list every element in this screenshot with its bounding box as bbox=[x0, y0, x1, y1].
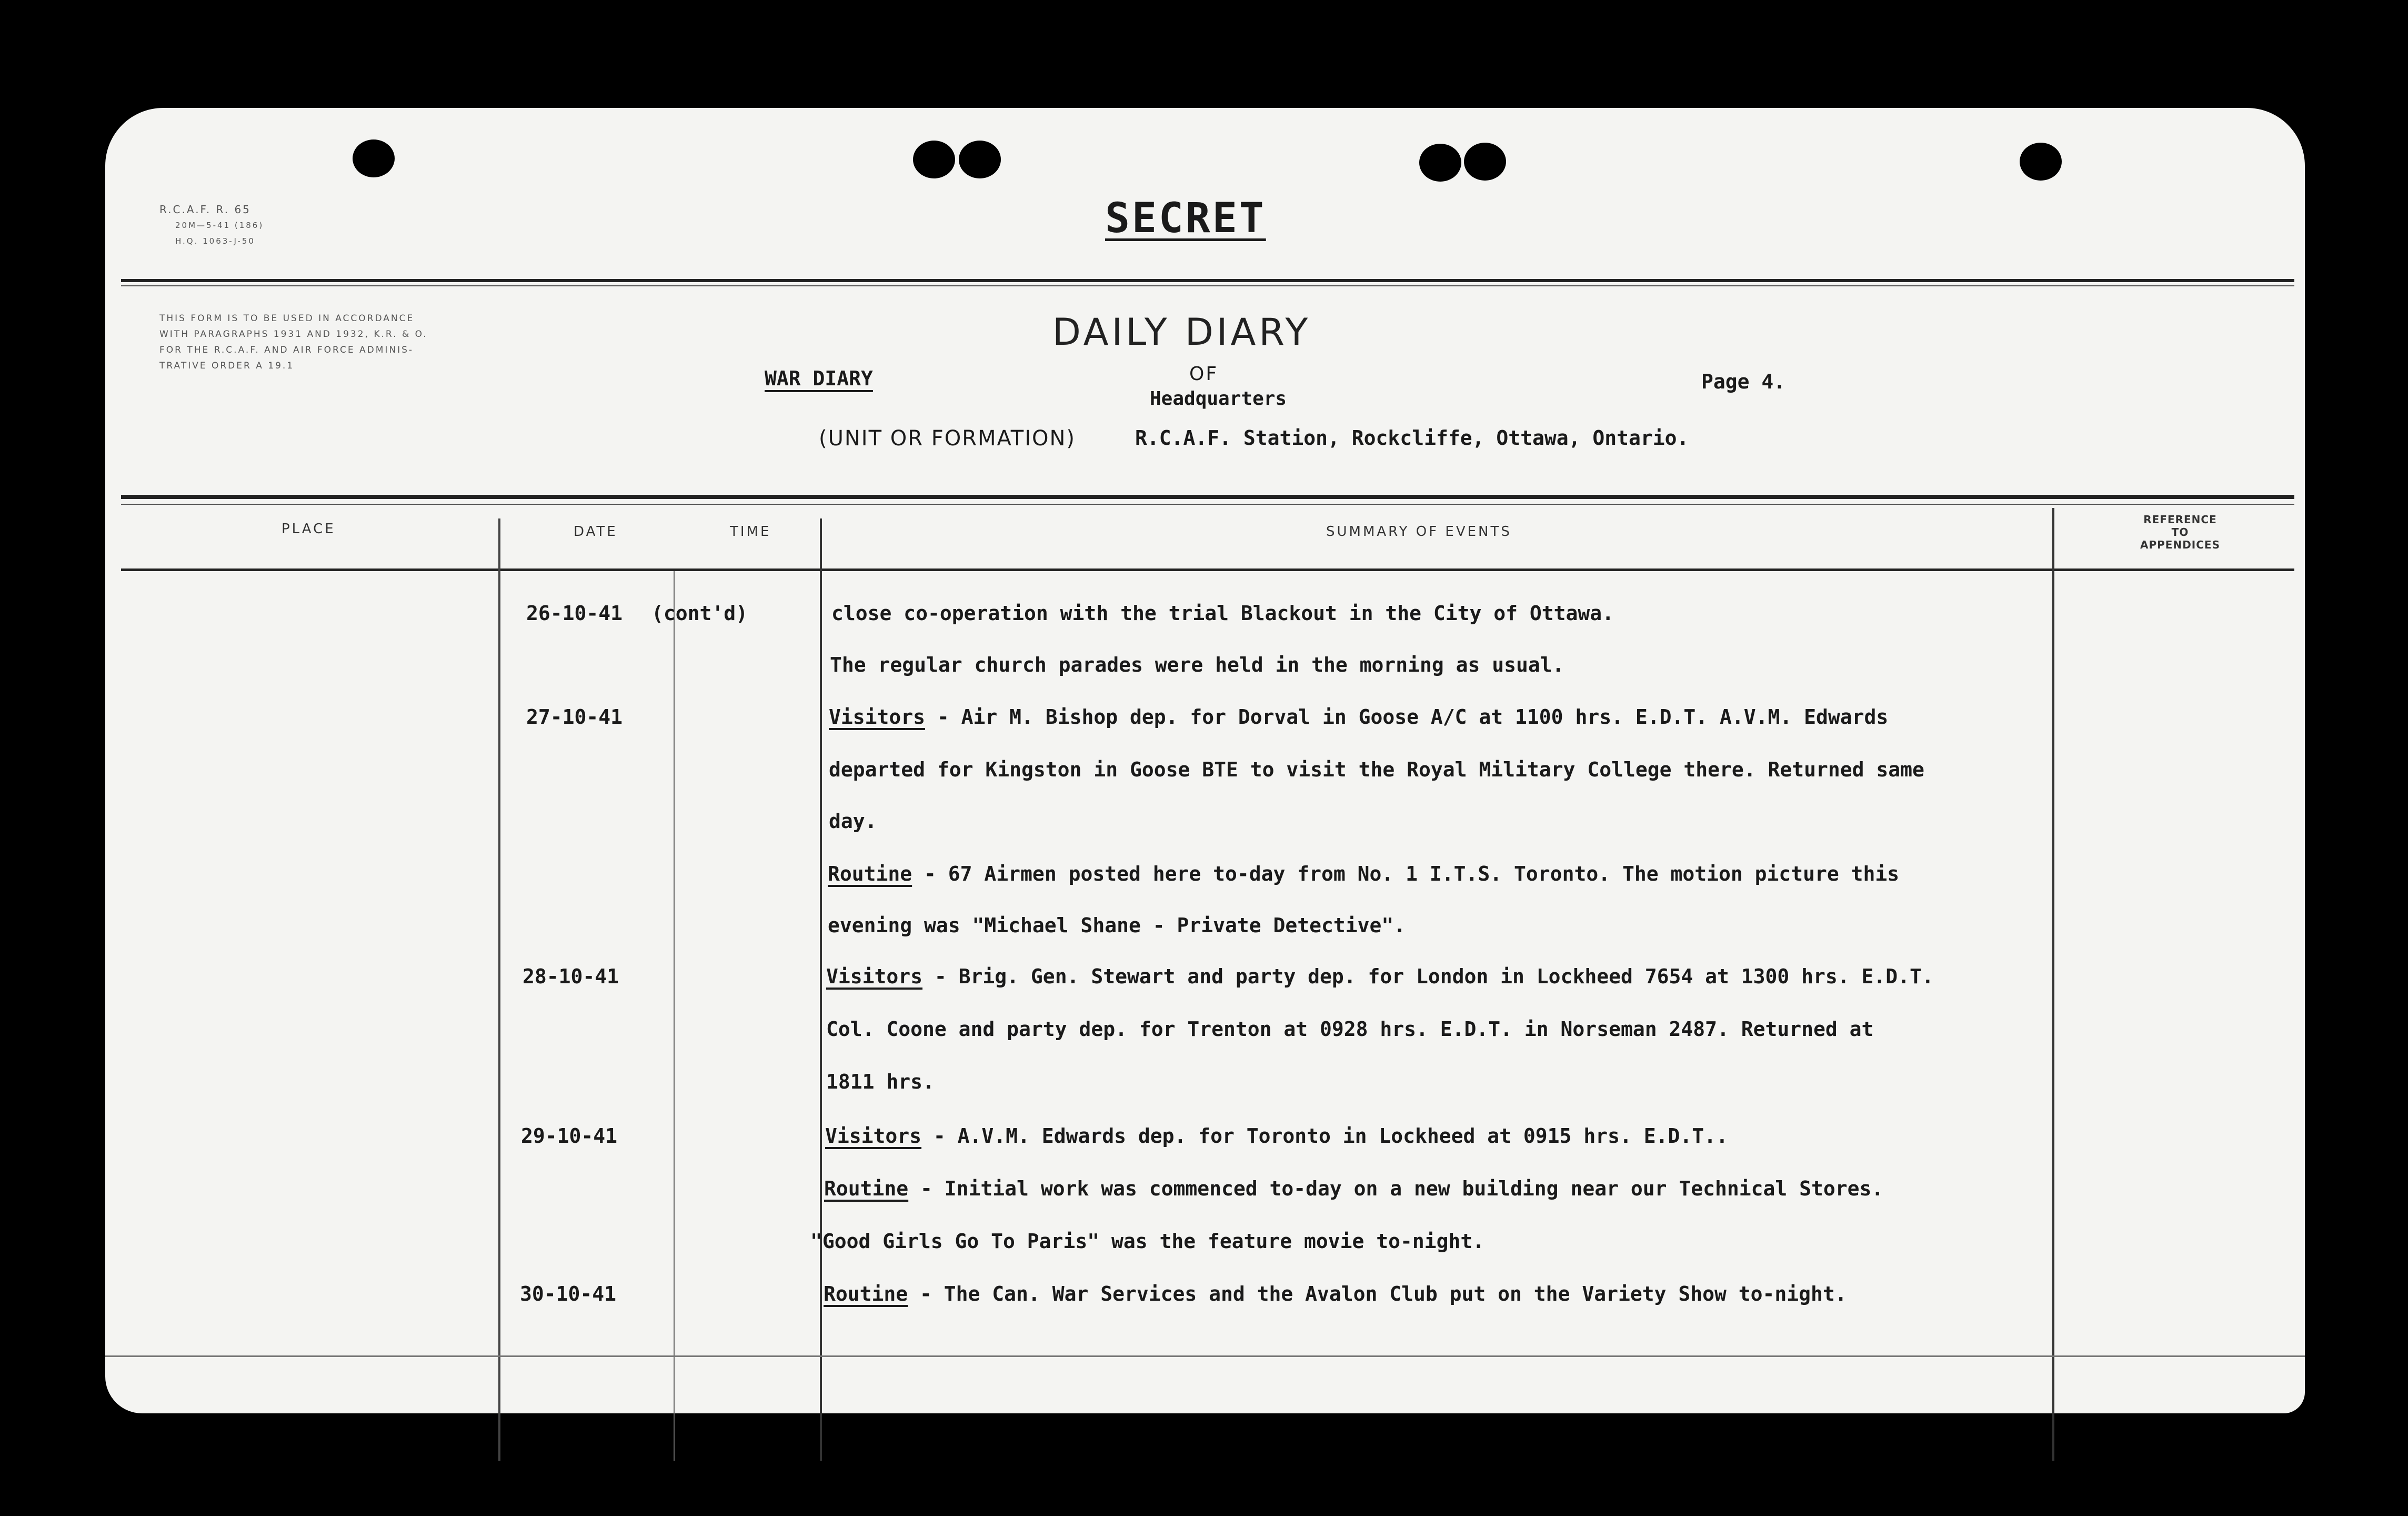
summary-text: The regular church parades were held in the morning as usual. bbox=[830, 653, 1564, 676]
table-bottom-rule bbox=[105, 1355, 2305, 1357]
header-rule-thin bbox=[121, 285, 2294, 286]
summary-text: - A.V.M. Edwards dep. for Toronto in Lockheed at 0915 hrs. E.D.T.. bbox=[921, 1124, 1728, 1148]
usage-note-line: THIS FORM IS TO BE USED IN ACCORDANCE bbox=[159, 313, 415, 324]
column-divider bbox=[820, 518, 822, 1461]
column-divider bbox=[2052, 508, 2054, 1461]
form-code bbox=[159, 202, 264, 249]
summary-line bbox=[826, 1071, 935, 1092]
unit-value: R.C.A.F. Station, Rockcliffe, Ottawa, Ontario. bbox=[1135, 426, 1689, 450]
summary-text: Col. Coone and party dep. for Trenton at 0928 hrs. E.D.T. in Norseman 2487. Returned at bbox=[826, 1018, 1874, 1041]
page-number: Page 4. bbox=[1701, 370, 1786, 393]
summary-text: close co-operation with the trial Blackout in the City of Ottawa. bbox=[831, 602, 1614, 625]
summary-text: - The Can. War Services and the Avalon Club put on the Variety Show to-night. bbox=[908, 1282, 1847, 1305]
classification-stamp: SECRET bbox=[1105, 195, 1266, 242]
form-code-line: R.C.A.F. R. 65 bbox=[159, 203, 251, 216]
punch-hole bbox=[2020, 143, 2062, 181]
summary-text: departed for Kingston in Goose BTE to visit the Royal Military College there. Returned same bbox=[829, 758, 1924, 781]
summary-text: - Air M. Bishop dep. for Dorval in Goose A/C at 1100 hrs. E.D.T. A.V.M. Edwards bbox=[925, 705, 1889, 729]
summary-text: - Brig. Gen. Stewart and party dep. for London in Lockheed 7654 at 1300 hrs. E.D.T. bbox=[922, 965, 1934, 988]
usage-note-line: FOR THE R.C.A.F. AND AIR FORCE ADMINIS- bbox=[159, 345, 414, 355]
summary-line bbox=[828, 863, 1899, 884]
entry-date: 26-10-41 bbox=[526, 602, 623, 625]
summary-text: 1811 hrs. bbox=[826, 1070, 935, 1093]
diary-form-card bbox=[105, 108, 2305, 1413]
reference-heading-line: TO bbox=[2171, 526, 2189, 538]
punch-hole bbox=[1464, 143, 1506, 181]
summary-line bbox=[829, 706, 1888, 727]
summary-line bbox=[829, 759, 1924, 780]
column-heading-time: TIME bbox=[730, 524, 771, 540]
summary-line bbox=[824, 1178, 1883, 1199]
form-code-line: H.Q. 1063-J-50 bbox=[175, 236, 255, 246]
entry-label: Visitors bbox=[825, 1124, 922, 1148]
punch-hole bbox=[353, 139, 395, 177]
summary-line bbox=[830, 654, 1564, 675]
summary-text: day. bbox=[829, 810, 877, 833]
summary-line bbox=[824, 1283, 1847, 1304]
usage-note bbox=[159, 311, 428, 374]
header-rule bbox=[121, 279, 2294, 282]
summary-text: evening was "Michael Shane - Private Detective". bbox=[828, 914, 1406, 937]
entry-label: Routine bbox=[828, 862, 912, 885]
heading-bottom-rule bbox=[121, 568, 2294, 571]
of-label: OF bbox=[1189, 363, 1219, 385]
summary-line bbox=[826, 1019, 1873, 1040]
column-divider bbox=[674, 571, 675, 1461]
punch-hole bbox=[913, 141, 955, 178]
entry-date: 27-10-41 bbox=[526, 705, 623, 729]
punch-hole bbox=[1419, 144, 1461, 182]
punch-hole bbox=[959, 141, 1001, 178]
table-top-rule bbox=[121, 495, 2294, 499]
summary-line bbox=[829, 811, 877, 832]
usage-note-line: WITH PARAGRAPHS 1931 AND 1932, K.R. & O. bbox=[159, 329, 428, 340]
summary-line bbox=[825, 1125, 1728, 1146]
summary-text: - Initial work was commenced to-day on a new building near our Technical Stores. bbox=[908, 1177, 1884, 1200]
entry-label: Visitors bbox=[826, 965, 923, 988]
entry-label: Visitors bbox=[829, 705, 926, 729]
table-top-rule-thin bbox=[121, 504, 2294, 505]
summary-line bbox=[810, 1231, 1484, 1252]
summary-line bbox=[828, 915, 1406, 936]
summary-text: "Good Girls Go To Paris" was the feature movie to-night. bbox=[810, 1230, 1485, 1253]
entry-date: 28-10-41 bbox=[523, 965, 619, 988]
unit-label: (UNIT OR FORMATION) bbox=[819, 426, 1076, 451]
summary-line bbox=[826, 966, 1934, 987]
entry-date-note: (cont'd) bbox=[651, 602, 748, 625]
entry-label: Routine bbox=[824, 1177, 909, 1200]
summary-text: - 67 Airmen posted here to-day from No. 1 I.T.S. Toronto. The motion picture this bbox=[912, 862, 1900, 885]
column-divider bbox=[498, 518, 500, 1461]
diary-type: WAR DIARY bbox=[765, 367, 873, 390]
entry-label: Routine bbox=[824, 1282, 908, 1305]
column-heading-place: PLACE bbox=[282, 521, 336, 537]
form-title: DAILY DIARY bbox=[1052, 311, 1311, 354]
form-code-line: 20M—5-41 (186) bbox=[175, 221, 264, 230]
reference-heading-line: APPENDICES bbox=[2140, 538, 2220, 551]
reference-heading-line: REFERENCE bbox=[2143, 513, 2217, 526]
summary-line bbox=[831, 603, 1614, 624]
column-heading-reference bbox=[2114, 513, 2246, 551]
entry-date: 30-10-41 bbox=[520, 1282, 617, 1305]
entry-date: 29-10-41 bbox=[521, 1124, 618, 1148]
column-heading-summary: SUMMARY OF EVENTS bbox=[1326, 524, 1512, 540]
column-heading-date: DATE bbox=[574, 524, 618, 540]
usage-note-line: TRATIVE ORDER A 19.1 bbox=[159, 361, 295, 371]
of-value: Headquarters bbox=[1150, 388, 1287, 410]
